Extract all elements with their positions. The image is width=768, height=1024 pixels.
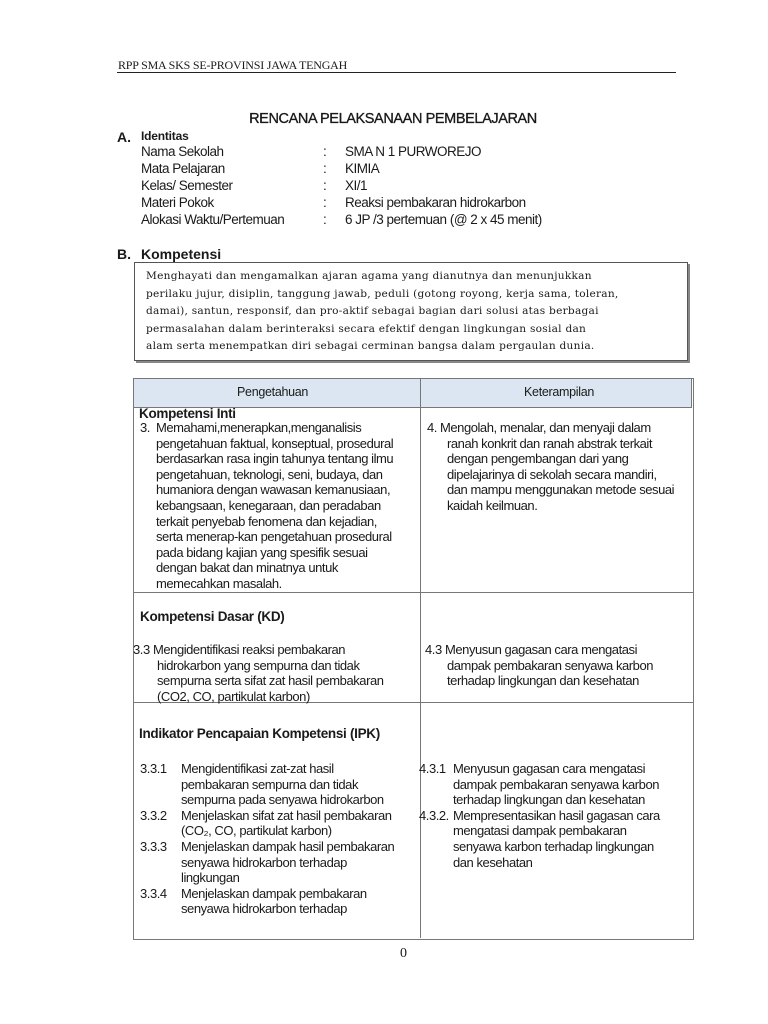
kd-text-line: Menyusun gagasan cara mengatasi	[445, 642, 638, 657]
ipk-text-line: pembakaran sempurna dan tidak	[181, 776, 359, 792]
ipk-text-line: Menyusun gagasan cara mengatasi	[453, 761, 646, 776]
ipk-text-line: mengatasi dampak pembakaran	[453, 823, 627, 839]
ipk-number: 3.3.1	[140, 761, 167, 776]
header-divider	[117, 72, 676, 73]
ki-text-line: pada bidang kajian yang spesifik sesuai	[156, 544, 368, 560]
ipk-text-line: senyawa hidrokarbon terhadap	[181, 901, 347, 917]
ki-text-line: Mengolah, menalar, dan menyaji dalam	[440, 420, 651, 435]
identity-value: 6 JP /3 pertemuan (@ 2 x 45 menit)	[345, 212, 542, 227]
identity-label: Alokasi Waktu/Pertemuan	[141, 212, 285, 227]
core-competence-line: Menghayati dan mengamalkan ajaran agama yang dianutnya dan menunjukkan	[146, 270, 592, 282]
column-header-keterampilan: Keterampilan	[524, 385, 595, 399]
ipk-text-line: sempurna pada senyawa hidrokarbon	[181, 792, 384, 808]
ki-number: 3.	[140, 420, 150, 435]
ki-text-line: dengan pengembangan dari yang	[447, 451, 629, 467]
identity-value: SMA N 1 PURWOREJO	[345, 144, 482, 159]
core-competence-line: alam serta menempatkan diri sebagai cerminan bangsa dalam pergaulan dunia.	[146, 340, 595, 353]
ki-text-line: pengetahuan faktual, konseptual, prosedural	[156, 435, 394, 451]
ki-text-line: kebangsaan, kenegaraan, dan peradaban	[156, 498, 381, 513]
ki-title: Kompetensi Inti	[139, 406, 236, 421]
row-divider	[133, 592, 693, 593]
ki-text-line: terkait penyebab fenomena dan kejadian,	[156, 513, 377, 529]
ipk-text-line: lingkungan	[181, 870, 240, 886]
ipk-number: 4.3.2.	[419, 807, 449, 823]
identity-value: Reaksi pembakaran hidrokarbon	[345, 195, 526, 210]
ipk-title: Indikator Pencapaian Kompetensi (IPK)	[139, 726, 380, 741]
ki-text-line: Memahami,menerapkan,menganalisis	[156, 420, 362, 435]
kd-text-line: Mengidentifikasi reaksi pembakaran	[153, 642, 346, 657]
kd-title: Kompetensi Dasar (KD)	[140, 609, 285, 624]
identity-colon: :	[323, 178, 327, 193]
ki-text-line: dipelajarinya di sekolah secara mandiri,	[447, 466, 657, 482]
identity-label: Kelas/ Semester	[141, 178, 233, 193]
kd-text-line: sempurna serta sifat zat hasil pembakaran	[157, 673, 384, 689]
ipk-number: 3.3.2	[140, 807, 167, 823]
document-title: RENCANA PELAKSANAAN PEMBELAJARAN	[249, 111, 537, 127]
ipk-text-line: Menjelaskan dampak pembakaran	[181, 885, 367, 901]
section-a-letter: A.	[117, 129, 131, 145]
identity-colon: :	[323, 195, 327, 210]
kd-text-line: terhadap lingkungan dan kesehatan	[447, 673, 639, 689]
identity-colon: :	[323, 212, 327, 227]
identity-label: Materi Pokok	[141, 195, 214, 210]
ipk-text-line: (CO₂, CO, partikulat karbon)	[181, 823, 332, 839]
ki-text-line: pengetahuan, teknologi, seni, budaya, dan	[156, 466, 383, 482]
ipk-number: 3.3.4	[140, 885, 167, 901]
core-competence-line: permasalahan dalam berinteraksi secara efektif dengan lingkungan sosial dan	[146, 322, 587, 335]
ki-text-line: dan mampu menggunakan metode sesuai	[447, 482, 675, 498]
ki-number: 4.	[427, 420, 437, 435]
ki-text-line: humaniora dengan wawasan kemanusiaan,	[156, 482, 391, 498]
ki-text-line: berdasarkan rasa ingin tahunya tentang ilmu	[156, 451, 394, 467]
table-header-row	[133, 378, 692, 408]
section-b-letter: B.	[117, 246, 131, 262]
ki-text-line: serta menerap-kan pengetahuan prosedural	[156, 529, 392, 545]
section-b-heading: Kompetensi	[141, 246, 222, 262]
ipk-text-line: Mengidentifikasi zat-zat hasil	[181, 761, 334, 776]
kd-number: 4.3	[425, 642, 442, 657]
running-header: RPP SMA SKS SE-PROVINSI JAWA TENGAH	[118, 58, 348, 72]
ipk-text-line: terhadap lingkungan dan kesehatan	[453, 792, 645, 808]
ipk-text-line: dan kesehatan	[453, 854, 533, 870]
identity-value: KIMIA	[345, 161, 380, 176]
ipk-number: 3.3.3	[140, 839, 167, 854]
identity-value: XI/1	[345, 178, 368, 193]
column-header-pengetahuan: Pengetahuan	[237, 385, 309, 399]
identity-colon: :	[323, 144, 327, 159]
identity-label: Mata Pelajaran	[141, 161, 225, 176]
ki-text-line: memecahkan masalah.	[156, 576, 282, 591]
section-a-heading: Identitas	[141, 129, 189, 143]
column-divider	[420, 378, 421, 938]
kd-text-line: (CO2, CO, partikulat karbon)	[157, 688, 310, 704]
ipk-text-line: Menjelaskan sifat zat hasil pembakaran	[181, 807, 392, 823]
ipk-text-line: senyawa hidrokarbon terhadap	[181, 854, 347, 870]
core-competence-line: perilaku jujur, disiplin, tanggung jawab, peduli (gotong royong, kerja sama, toleran,	[146, 287, 619, 300]
kd-text-line: hidrokarbon yang sempurna dan tidak	[157, 657, 360, 673]
kd-text-line: dampak pembakaran senyawa karbon	[447, 657, 654, 673]
ki-text-line: dengan bakat dan minatnya untuk	[156, 560, 338, 576]
ipk-number: 4.3.1	[419, 761, 446, 776]
core-competence-line: damai), santun, responsif, dan pro-aktif sebagai bagian dari solusi atas berbagai	[146, 305, 599, 318]
ki-text-line: ranah konkrit dan ranah abstrak terkait	[447, 435, 653, 451]
ipk-text-line: Menjelaskan dampak hasil pembakaran	[181, 839, 395, 854]
ipk-text-line: dampak pembakaran senyawa karbon	[453, 776, 660, 792]
page-number: 0	[400, 946, 407, 961]
ipk-text-line: Mempresentasikan hasil gagasan cara	[453, 807, 660, 823]
ipk-text-line: senyawa karbon terhadap lingkungan	[453, 839, 654, 854]
ki-text-line: kaidah keilmuan.	[447, 498, 538, 513]
kd-number: 3.3	[133, 642, 150, 657]
identity-label: Nama Sekolah	[141, 144, 224, 159]
identity-colon: :	[323, 161, 327, 176]
